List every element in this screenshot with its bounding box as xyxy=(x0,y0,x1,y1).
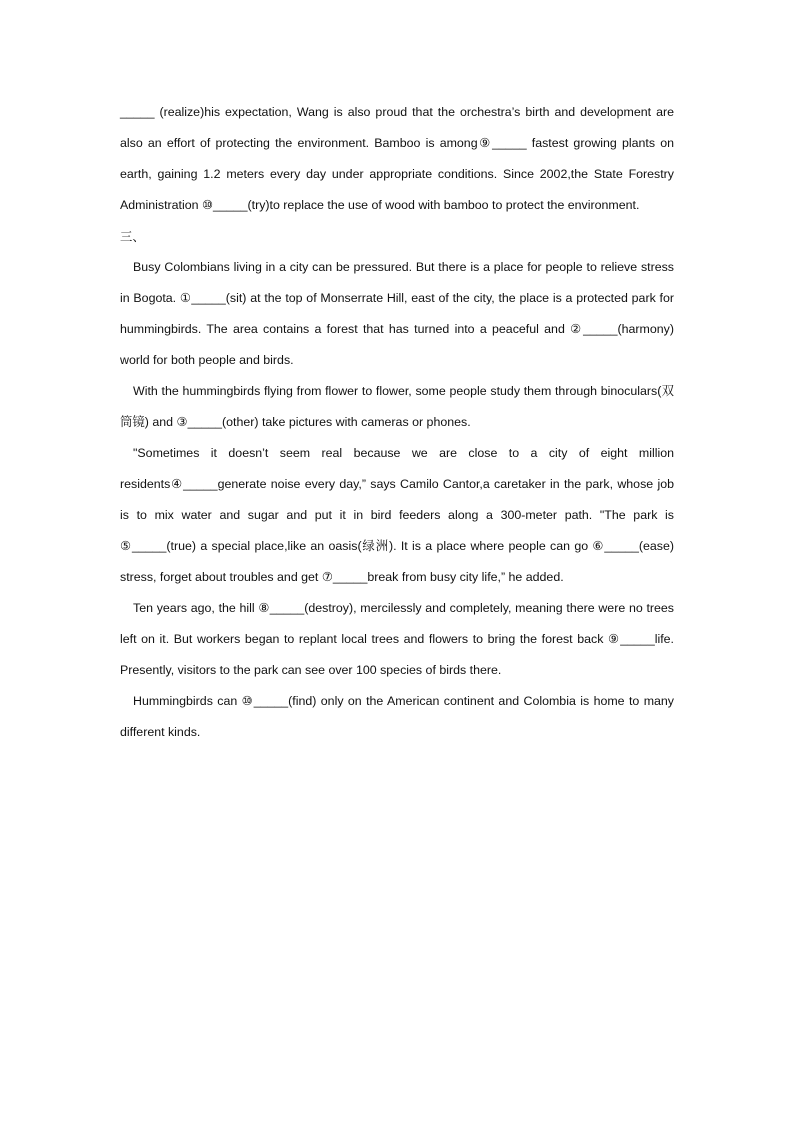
section-heading: 三、 xyxy=(120,229,145,244)
intro-paragraph: _____ (realize)his expectation, Wang is also proud that the orchestra’s birth and development are also an effort of protecting the environment. Bamboo is among⑨_____ fastest growing plants on earth, gaining 1.2 meters every day under appropriate conditions. Since 2002,the State Forestry Administration ⑩_____(try)to replace the use of wood with bamboo to protect the environment. xyxy=(120,105,674,212)
paragraph-2: With the hummingbirds flying from flower to flower, some people study them through binoculars(双筒镜) and ③_____(other) take pictures with cameras or phones. xyxy=(120,384,674,429)
document-body xyxy=(120,97,674,748)
paragraph-1: Busy Colombians living in a city can be pressured. But there is a place for people to relieve stress in Bogota. ①_____(sit) at the top of Monserrate Hill, east of the city, the place is a protected park for hummingbirds. The area contains a forest that has turned into a peaceful and ②_____(harmony) world for both people and birds. xyxy=(120,260,674,367)
paragraph-4: Ten years ago, the hill ⑧_____(destroy), mercilessly and completely, meaning there were no trees left on it. But workers began to replant local trees and flowers to bring the forest back ⑨_____life. Presently, visitors to the park can see over 100 species of birds there. xyxy=(120,601,674,677)
paragraph-5: Hummingbirds can ⑩_____(find) only on the American continent and Colombia is home to many different kinds. xyxy=(120,694,674,739)
paragraph-3: "Sometimes it doesn’t seem real because we are close to a city of eight million residents④_____generate noise every day,” says Camilo Cantor,a caretaker in the park, whose job is to mix water and sugar and put it in bird feeders along a 300-meter path. "The park is ⑤_____(true) a special place,like an oasis(绿洲). It is a place where people can go ⑥_____(ease) stress, forget about troubles and get ⑦_____break from busy city life,” he added. xyxy=(120,446,674,584)
